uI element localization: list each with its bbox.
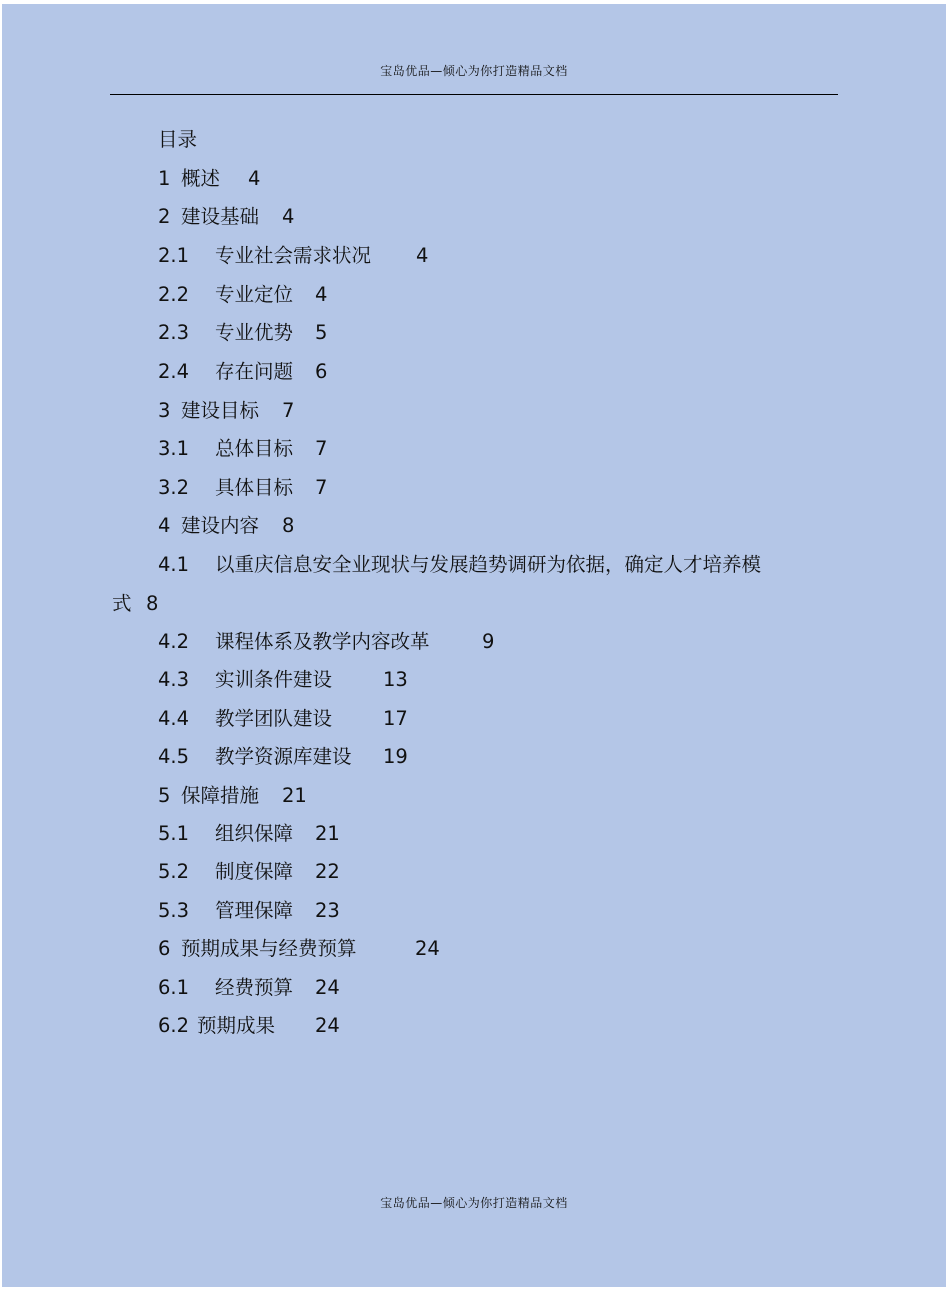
toc-entry-page: 6 — [315, 360, 328, 383]
toc-entry-page: 21 — [282, 784, 307, 807]
toc-entry-number: 4 — [158, 514, 171, 537]
toc-entry-number: 5.1 — [158, 822, 190, 845]
toc-entry-page: 4 — [282, 205, 295, 228]
toc-entry-title: 专业定位 — [215, 283, 294, 306]
toc-entry-number: 2.2 — [158, 283, 190, 306]
toc-entry-title: 专业优势 — [215, 321, 294, 344]
toc-entry-title: 具体目标 — [215, 476, 294, 499]
toc-entry-number: 4.4 — [158, 707, 190, 730]
toc-entry-title: 实训条件建设 — [215, 668, 333, 691]
toc-entry-page: 24 — [315, 1014, 340, 1037]
page-header: 宝岛优品—倾心为你打造精品文档 — [380, 64, 568, 78]
toc-entry-title: 预期成果 — [197, 1014, 276, 1037]
toc-entry-page: 17 — [383, 707, 408, 730]
toc-entry-page: 4 — [416, 244, 429, 267]
toc-entry-page: 4 — [248, 167, 261, 190]
table-of-contents — [2, 4, 946, 1287]
toc-entry-title: 专业社会需求状况 — [215, 244, 372, 267]
toc-entry-title: 管理保障 — [215, 899, 294, 922]
toc-entry-title: 教学团队建设 — [215, 707, 333, 730]
document-page — [2, 4, 946, 1287]
toc-entry-number: 3.1 — [158, 437, 190, 460]
toc-title: 目录 — [158, 128, 198, 151]
toc-entry-page: 9 — [482, 630, 495, 653]
toc-entry-title: 保障措施 — [181, 784, 260, 807]
toc-entry-title: 组织保障 — [215, 822, 294, 845]
toc-entry-number: 4.2 — [158, 630, 190, 653]
toc-entry-number: 2.1 — [158, 244, 190, 267]
toc-entry-title: 建设基础 — [181, 205, 260, 228]
toc-entry-number: 6.2 — [158, 1014, 190, 1037]
toc-entry-page: 7 — [315, 476, 328, 499]
toc-entry-page: 19 — [383, 745, 408, 768]
toc-entry-page: 13 — [383, 668, 408, 691]
toc-entry-page: 7 — [315, 437, 328, 460]
toc-entry-page: 21 — [315, 822, 340, 845]
toc-entry-page: 22 — [315, 860, 340, 883]
toc-entry-title: 经费预算 — [215, 976, 294, 999]
toc-entry-title: 课程体系及教学内容改革 — [215, 630, 430, 653]
toc-entry-title: 教学资源库建设 — [215, 745, 352, 768]
toc-entry-title: 建设内容 — [181, 514, 260, 537]
toc-entry-number: 4.1 — [158, 553, 190, 576]
toc-entry-page: 23 — [315, 899, 340, 922]
toc-entry-title: 存在问题 — [215, 360, 294, 383]
toc-entry-number: 4.3 — [158, 668, 190, 691]
toc-entry-page: 24 — [415, 937, 440, 960]
toc-entry-title: 总体目标 — [215, 437, 294, 460]
toc-entry-number: 6.1 — [158, 976, 190, 999]
toc-entry-page: 5 — [315, 321, 328, 344]
toc-entry-page: 8 — [146, 592, 159, 615]
toc-entry-title: 制度保障 — [215, 860, 294, 883]
toc-entry-page: 4 — [315, 283, 328, 306]
toc-entry-number: 5.3 — [158, 899, 190, 922]
toc-entry-number: 5.2 — [158, 860, 190, 883]
toc-entry-title: 以重庆信息安全业现状与发展趋势调研为依据，确定人才培养模 — [215, 553, 762, 576]
page-footer: 宝岛优品—倾心为你打造精品文档 — [380, 1196, 568, 1210]
toc-entry-number: 3.2 — [158, 476, 190, 499]
toc-entry-number: 2.3 — [158, 321, 190, 344]
toc-entry-number: 4.5 — [158, 745, 190, 768]
toc-entry-page: 7 — [282, 399, 295, 422]
toc-entry-page: 8 — [282, 514, 295, 537]
toc-entry-title: 建设目标 — [181, 399, 260, 422]
toc-entry-title-continued: 式 — [112, 592, 132, 615]
toc-entry-page: 24 — [315, 976, 340, 999]
toc-entry-number: 3 — [158, 399, 171, 422]
toc-entry-number: 2 — [158, 205, 171, 228]
toc-entry-title: 预期成果与经费预算 — [181, 937, 357, 960]
toc-entry-number: 2.4 — [158, 360, 190, 383]
toc-entry-number: 1 — [158, 167, 171, 190]
toc-entry-number: 6 — [158, 937, 171, 960]
toc-entry-title: 概述 — [181, 167, 221, 190]
toc-entry-number: 5 — [158, 784, 171, 807]
